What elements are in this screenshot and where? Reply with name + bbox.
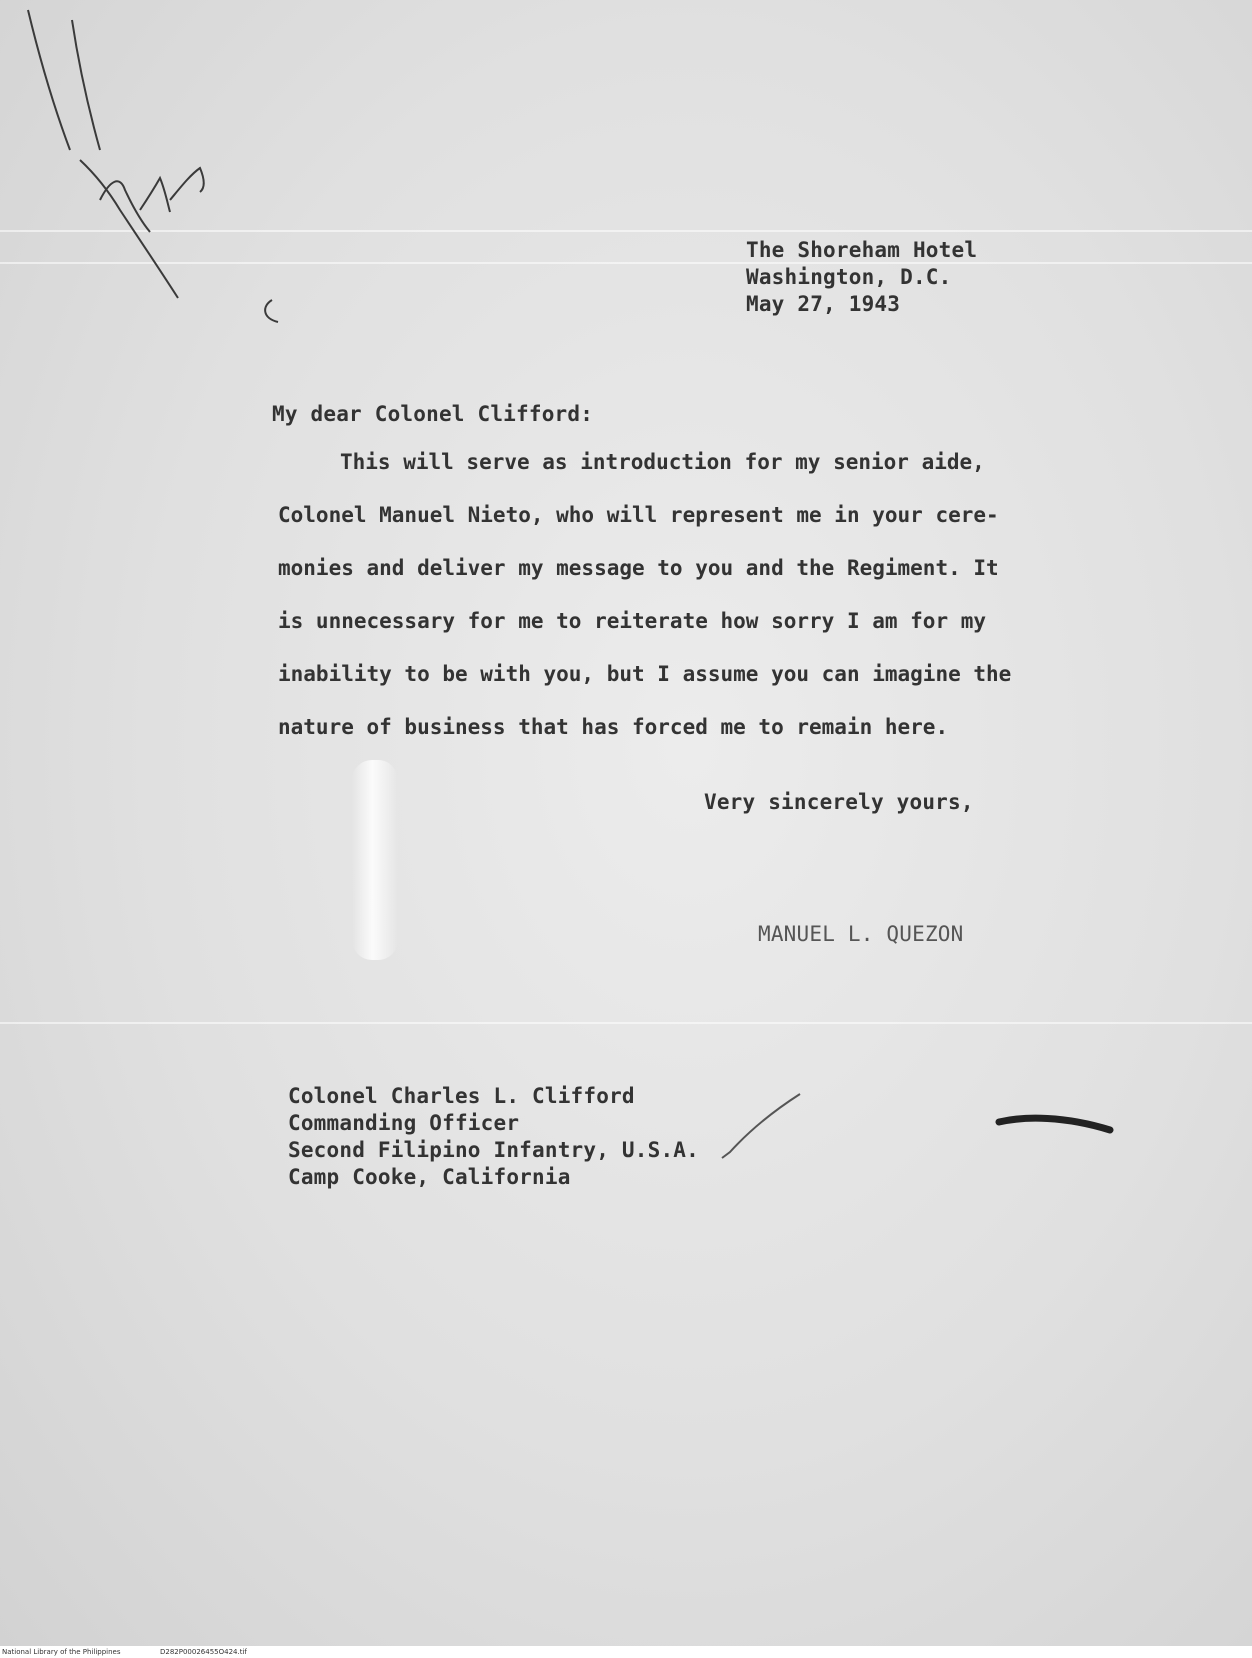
recipient-unit: Second Filipino Infantry, U.S.A. <box>288 1138 699 1162</box>
photo-glare <box>352 760 398 960</box>
salutation: My dear Colonel Clifford: <box>272 402 594 426</box>
fold-line <box>0 1022 1252 1024</box>
body-line: is unnecessary for me to reiterate how sorry I am for my <box>278 609 987 633</box>
recipient-title: Commanding Officer <box>288 1111 520 1135</box>
body-line: monies and deliver my message to you and the Regiment. It <box>278 556 999 580</box>
archive-footer <box>0 1646 1252 1658</box>
body-line: inability to be with you, but I assume you can imagine the <box>278 662 1012 686</box>
check-mark <box>710 1090 810 1170</box>
body-line: This will serve as introduction for my senior aide, <box>340 450 985 474</box>
recipient-location: Camp Cooke, California <box>288 1165 571 1189</box>
city-line: Washington, D.C. <box>746 265 952 289</box>
recipient-name: Colonel Charles L. Clifford <box>288 1084 635 1108</box>
body-line: nature of business that has forced me to remain here. <box>278 715 949 739</box>
ink-dash-mark <box>995 1108 1115 1138</box>
letter-date: May 27, 1943 <box>746 292 901 316</box>
hotel-name: The Shoreham Hotel <box>746 238 978 262</box>
signature-block: MANUEL L. QUEZON <box>758 922 964 946</box>
body-line: Colonel Manuel Nieto, who will represent me in your cere- <box>278 503 999 527</box>
footer-institution: National Library of the Philippines <box>2 1648 121 1656</box>
closing: Very sincerely yours, <box>704 790 974 814</box>
handwritten-file-note <box>0 0 300 340</box>
footer-filename: D282P00026455O424.tif <box>160 1648 247 1656</box>
